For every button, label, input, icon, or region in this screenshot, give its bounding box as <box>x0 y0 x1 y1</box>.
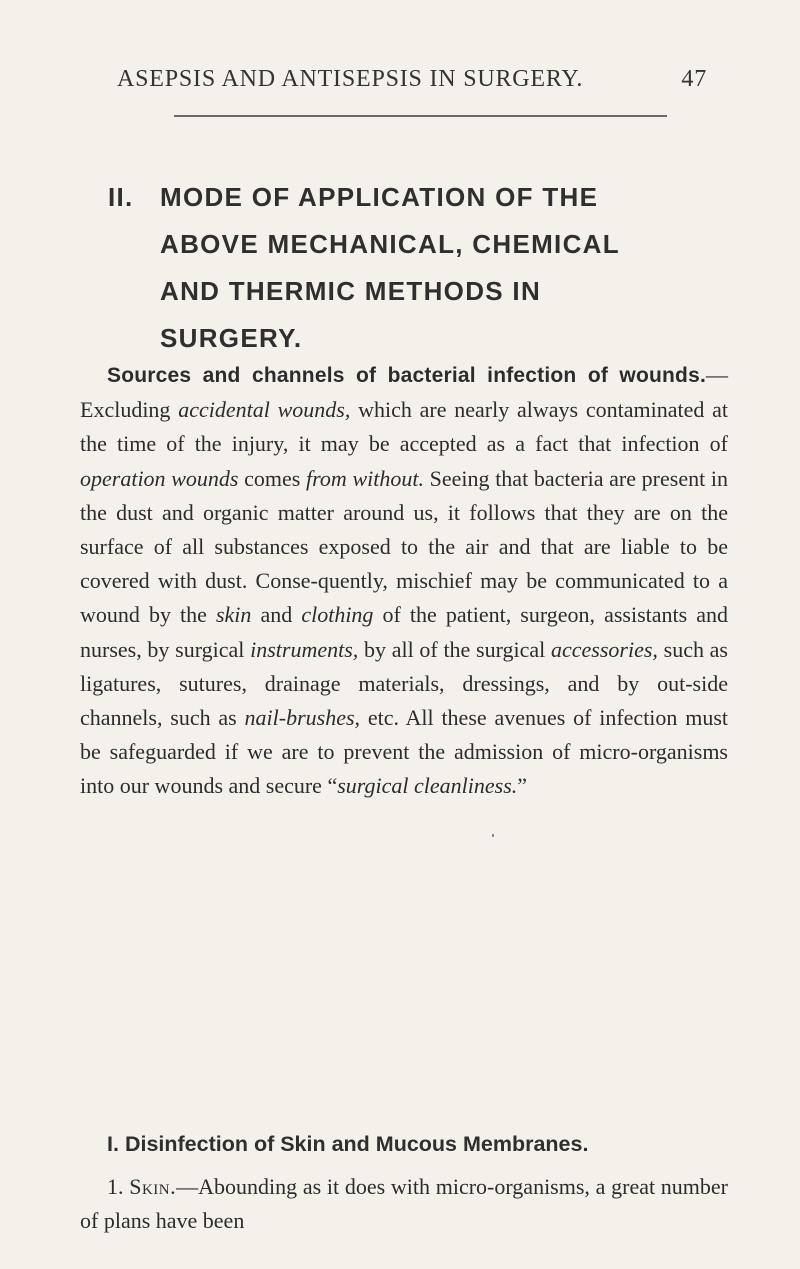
italic-term: skin <box>215 602 252 628</box>
section-heading-line-3: AND THERMIC METHODS IN <box>160 276 542 306</box>
subsection-number: I. <box>107 1132 119 1156</box>
body-paragraph-2 <box>80 1170 728 1238</box>
paragraph-text: comes <box>238 465 307 491</box>
italic-term: accidental wounds, <box>178 397 351 423</box>
italic-term: nail-brushes, <box>244 705 361 731</box>
paragraph-text: such as ligatures, sutures, drainage materials, dressings, and by out-side channels, such as <box>80 636 728 731</box>
paragraph-text: —Abounding as it does with micro-organisms, a great number of plans have been <box>80 1174 729 1234</box>
paragraph-text: etc. All these avenues of infection must be safeguarded if we are to prevent the admission of micro-organisms into our wounds and secure “ <box>80 705 728 799</box>
print-speck <box>492 834 494 837</box>
paragraph-text: which are nearly always contaminated at the time of the injury, it may be accepted as a fact that infection of <box>80 397 728 457</box>
paragraph-text: —Excluding <box>80 362 728 423</box>
running-head <box>117 66 707 93</box>
header-rule <box>174 115 667 117</box>
italic-term: operation wounds <box>80 465 239 491</box>
section-number: II. <box>108 182 134 212</box>
section-heading <box>108 174 708 362</box>
paragraph-text: by all of the surgical <box>358 636 551 662</box>
running-head-title: ASEPSIS AND ANTISEPSIS IN SURGERY. <box>117 66 584 92</box>
italic-term: from without. <box>306 465 424 491</box>
paragraph-text: ” <box>517 773 528 799</box>
subsection-title: Disinfection of Skin and Mucous Membranes. <box>124 1132 589 1156</box>
section-heading-line-1: MODE OF APPLICATION OF THE <box>160 182 599 212</box>
body-paragraph-1 <box>80 358 728 804</box>
paragraph-number: 1. <box>107 1174 124 1199</box>
paragraph-text: and <box>251 602 302 628</box>
italic-term: clothing <box>301 602 374 628</box>
paragraph-lead: Sources and channels of bacterial infection of wounds. <box>107 364 706 387</box>
subsection-heading <box>107 1132 727 1157</box>
italic-term: accessories, <box>551 636 658 662</box>
paragraph-text: Seeing that bacteria are present in the dust and organic matter around us, it follows that they are on the surface of all substances exposed to the air and that are liable to be covered with dust. Conse-quently, mischief may be communicated to a wound by the <box>80 465 728 628</box>
italic-term: instruments, <box>250 636 359 662</box>
section-heading-line-2: ABOVE MECHANICAL, CHEMICAL <box>160 229 620 259</box>
section-heading-line-4: SURGERY. <box>160 323 303 353</box>
paragraph-text: of the patient, surgeon, assistants and nurses, by surgical <box>80 602 729 662</box>
italic-term: surgical cleanliness. <box>337 773 518 799</box>
paragraph-smallcaps-term: Skin. <box>129 1174 177 1199</box>
page-number: 47 <box>681 66 707 92</box>
